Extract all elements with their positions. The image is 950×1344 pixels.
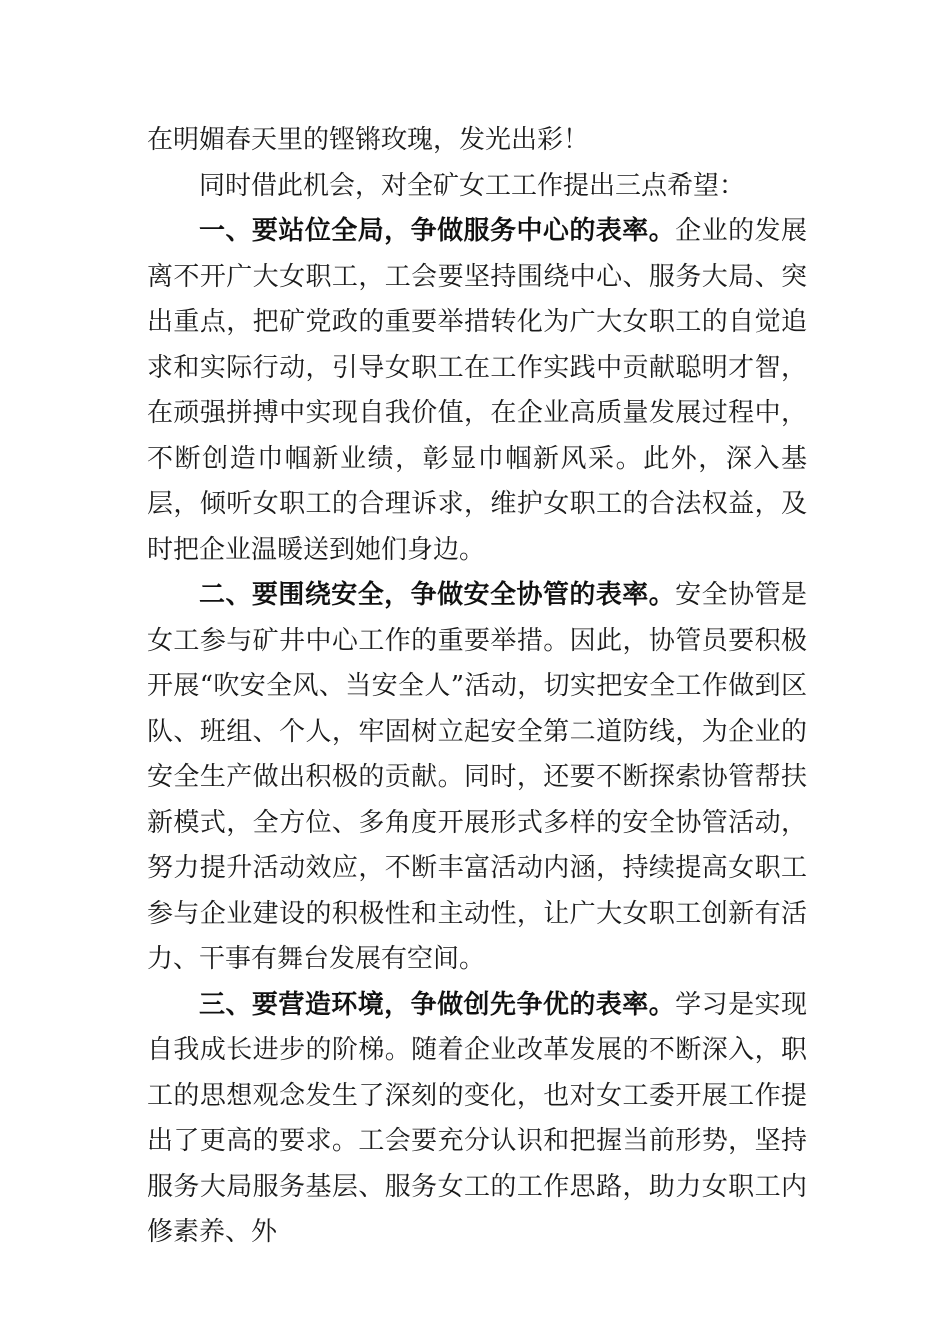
- point-heading-2: 二、要围绕安全，争做安全协管的表率。: [199, 580, 676, 610]
- point-paragraph-2: [147, 573, 807, 983]
- intro-paragraph: 同时借此机会，对全矿女工工作提出三点希望：: [199, 170, 746, 201]
- point-body-3: 学习是实现自我成长进步的阶梯。随着企业改革发展的不断深入，职工的思想观念发生了深刻的变化，也对女工委开展工作提出了更高的要求。工会要充分认识和把握当前形势，坚持服务大局服务基层、服务女工的工作思路，助力女职工内修素养、外: [147, 989, 807, 1247]
- point-paragraph-1: [147, 209, 807, 573]
- point-heading-1: 一、要站位全局，争做服务中心的表率。: [199, 216, 676, 246]
- point-heading-3: 三、要营造环境，争做创先争优的表率。: [199, 989, 676, 1020]
- document-body: [147, 118, 807, 1256]
- opening-line: 在明媚春天里的铿锵玫瑰，发光出彩！: [147, 125, 590, 155]
- point-body-2: 安全协管是女工参与矿井中心工作的重要举措。因此，协管员要积极开展“吹安全风、当安全人”活动，切实把安全工作做到区队、班组、个人，牢固树立起安全第二道防线，为企业的安全生产做出积极的贡献。同时，还要不断探索协管帮扶新模式，全方位、多角度开展形式多样的安全协管活动，努力提升活动效应，不断丰富活动内涵，持续提高女职工参与企业建设的积极性和主动性，让广大女职工创新有活力、干事有舞台发展有空间。: [147, 580, 807, 974]
- point-paragraph-3: [147, 983, 807, 1256]
- point-body-1: 企业的发展离不开广大女职工，工会要坚持围绕中心、服务大局、突出重点，把矿党政的重要举措转化为广大女职工的自觉追求和实际行动，引导女职工在工作实践中贡献聪明才智，在顽强拼搏中实现自我价值，在企业高质量发展过程中，不断创造巾帼新业绩，彰显巾帼新风采。此外，深入基层，倾听女职工的合理诉求，维护女职工的合法权益，及时把企业温暖送到她们身边。: [147, 216, 807, 565]
